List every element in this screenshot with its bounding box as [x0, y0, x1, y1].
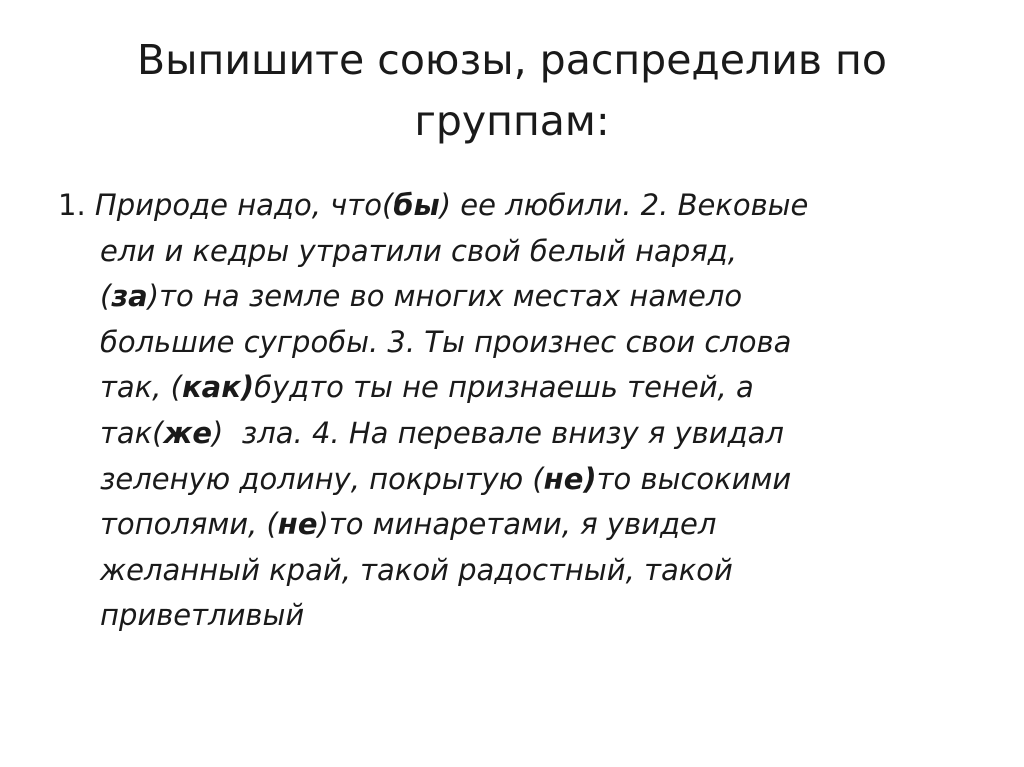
- line-text: так(: [100, 415, 164, 450]
- line-text: ) зла. 4. На перевале внизу я увидал: [212, 415, 784, 450]
- conjunction-highlight: не): [543, 461, 597, 496]
- exercise-line-10: [58, 593, 964, 639]
- line-text: желанный край, такой радостный, такой: [100, 552, 733, 587]
- exercise-line-4: [58, 320, 964, 366]
- exercise-line-7: [58, 457, 964, 503]
- conjunction-highlight: же: [163, 415, 213, 450]
- line-text: (: [100, 279, 112, 314]
- exercise-line-9: [58, 548, 964, 594]
- line-text: ели и кедры утратили свой белый наряд,: [100, 233, 737, 268]
- slide-title: [60, 30, 964, 152]
- exercise-line-2: [58, 229, 964, 275]
- exercise-line-3: [58, 274, 964, 320]
- exercise-line-6: [58, 411, 964, 457]
- exercise-line-5: [58, 365, 964, 411]
- line-text: приветливый: [100, 598, 305, 633]
- slide-title-line-2: группам:: [414, 97, 610, 145]
- list-number: 1.: [58, 188, 86, 222]
- line-text: так, (: [100, 370, 182, 405]
- line-text: )то на земле во многих местах намело: [147, 279, 743, 314]
- exercise-line-8: [58, 502, 964, 548]
- exercise-text: [58, 183, 964, 639]
- line-text: будто ты не признаешь теней, а: [254, 370, 754, 405]
- line-text: )то минаретами, я увидел: [317, 507, 717, 542]
- line-text: Природе надо, что(: [85, 188, 394, 222]
- line-text: то высокими: [596, 461, 792, 496]
- line-text: большие сугробы. 3. Ты произнес свои слова: [100, 324, 792, 359]
- conjunction-highlight: за: [111, 279, 148, 314]
- slide-title-line-1: Выпишите союзы, распределив по: [137, 36, 887, 84]
- line-text: зеленую долину, покрытую (: [100, 461, 544, 496]
- conjunction-highlight: не: [277, 507, 318, 542]
- line-text: тополями, (: [100, 507, 278, 542]
- conjunction-highlight: бы: [393, 188, 440, 222]
- exercise-line-1: [58, 183, 964, 229]
- line-text: ) ее любили. 2. Вековые: [439, 188, 809, 222]
- conjunction-highlight: как): [181, 370, 255, 405]
